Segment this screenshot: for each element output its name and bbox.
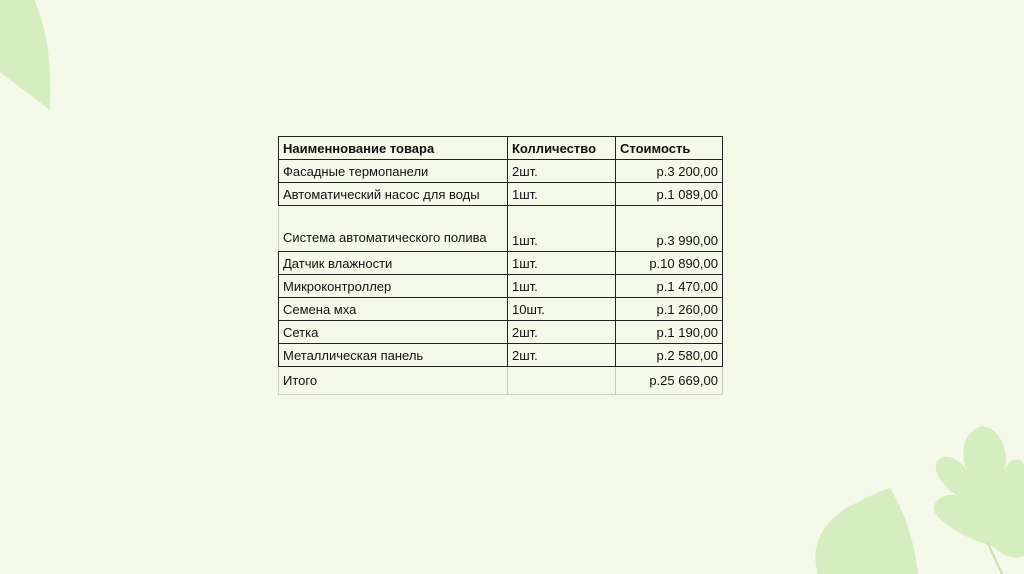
total-label: Итого (279, 367, 508, 395)
header-name: Наименнование товара (279, 137, 508, 160)
table-row (279, 275, 723, 298)
cell-cost: р.1 470,00 (616, 275, 723, 298)
cell-quantity: 2шт. (508, 321, 616, 344)
cell-cost: р.1 089,00 (616, 183, 723, 206)
table-row (279, 252, 723, 275)
cell-quantity: 1шт. (508, 252, 616, 275)
table-row (279, 160, 723, 183)
table-header-row (279, 137, 723, 160)
cell-name: Сетка (279, 321, 508, 344)
cell-cost: р.10 890,00 (616, 252, 723, 275)
table-row (279, 298, 723, 321)
cell-name: Датчик влажности (279, 252, 508, 275)
cell-cost: р.2 580,00 (616, 344, 723, 367)
cell-cost: р.3 200,00 (616, 160, 723, 183)
table-row (279, 183, 723, 206)
cell-quantity: 2шт. (508, 160, 616, 183)
leaf-decoration-top-left (0, 0, 60, 115)
cell-name: Микроконтроллер (279, 275, 508, 298)
cell-name: Автоматический насос для воды (279, 183, 508, 206)
header-cost: Стоимость (616, 137, 723, 160)
total-cost: р.25 669,00 (616, 367, 723, 395)
cell-cost: р.1 190,00 (616, 321, 723, 344)
leaf-decoration-bottom-right-oak (932, 426, 1024, 574)
table-total-row (279, 367, 723, 395)
cell-name: Семена мха (279, 298, 508, 321)
cell-cost: р.3 990,00 (616, 206, 723, 252)
cell-name: Металлическая панель (279, 344, 508, 367)
table-row (279, 344, 723, 367)
cell-quantity: 2шт. (508, 344, 616, 367)
table-row (279, 321, 723, 344)
header-quantity: Колличество (508, 137, 616, 160)
cell-name: Система автоматического полива (279, 206, 508, 252)
cell-quantity: 1шт. (508, 206, 616, 252)
product-cost-table (278, 136, 723, 395)
leaf-decoration-bottom-right-round (810, 488, 920, 574)
total-quantity (508, 367, 616, 395)
cell-quantity: 1шт. (508, 183, 616, 206)
cell-cost: р.1 260,00 (616, 298, 723, 321)
cell-quantity: 1шт. (508, 275, 616, 298)
cell-name: Фасадные термопанели (279, 160, 508, 183)
cell-quantity: 10шт. (508, 298, 616, 321)
table-row (279, 206, 723, 252)
